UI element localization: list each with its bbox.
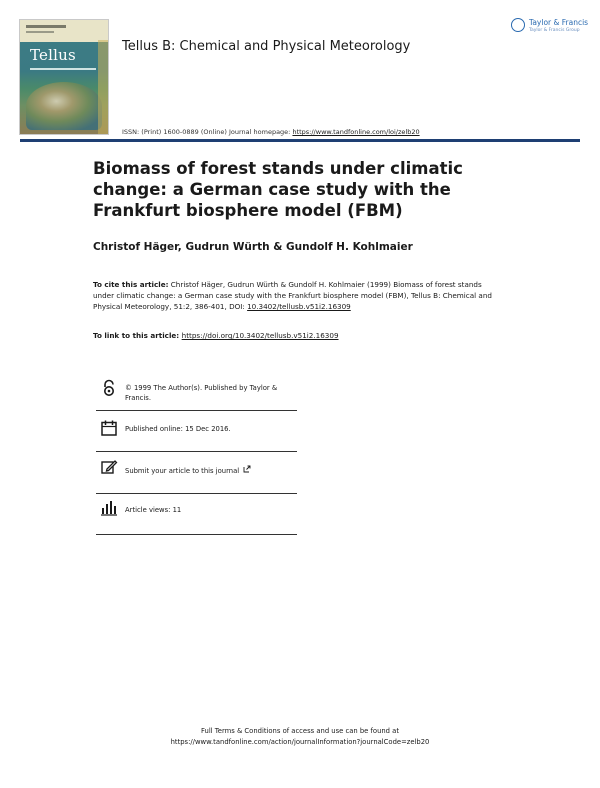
citation-text: Christof Häger, Gudrun Würth & Gundolf H. Kohlmaier (1999) Biomass of forest stands under climatic change: a German case study with the Frankfurt biosphere model (FBM), Tellus B: Chemical and Physical Meteorology, 51:2, 386-401, DOI: <box>93 280 492 311</box>
info-divider-3 <box>96 493 297 494</box>
publisher-logo-icon <box>511 18 525 32</box>
footer-terms-line: Full Terms & Conditions of access and use can be found at <box>201 727 399 735</box>
link-label: To link to this article: <box>93 331 182 340</box>
bar-chart-icon <box>100 499 118 517</box>
issn-line <box>122 128 420 136</box>
cover-header-mark <box>26 25 66 28</box>
article-title: Biomass of forest stands under climatic change: a German case study with the Frankfurt biosphere model (FBM) <box>93 159 463 220</box>
publisher-logo-name: Taylor & Francis <box>529 18 589 27</box>
issn-text: ISSN: (Print) 1600-0889 (Online) Journal homepage: <box>122 128 293 136</box>
publisher-logo-tagline: Taylor & Francis Group <box>529 28 580 33</box>
info-divider-4 <box>96 534 297 535</box>
citation-doi-link[interactable]: 10.3402/tellusb.v51i2.16309 <box>247 302 351 311</box>
external-link-icon <box>243 465 251 473</box>
info-divider-1 <box>96 410 297 411</box>
edit-icon <box>100 458 118 476</box>
cover-subtitle-line <box>30 68 96 70</box>
published-date: Published online: 15 Dec 2016. <box>125 425 231 433</box>
article-doi-link[interactable]: https://doi.org/10.3402/tellusb.v51i2.16309 <box>181 331 339 340</box>
article-authors: Christof Häger, Gudrun Würth & Gundolf H. Kohlmaier <box>93 241 413 253</box>
submit-article-link[interactable] <box>125 465 315 476</box>
cover-journal-name: Tellus <box>30 46 76 64</box>
article-views: Article views: 11 <box>125 506 182 514</box>
citation-block <box>93 279 493 312</box>
submit-article-text: Submit your article to this journal <box>125 467 240 475</box>
link-to-article <box>93 331 339 340</box>
journal-title: Tellus B: Chemical and Physical Meteorology <box>122 39 411 54</box>
calendar-icon <box>100 419 118 437</box>
license-text: © 1999 The Author(s). Published by Taylor & Francis. <box>125 384 278 402</box>
cover-header-mark-2 <box>26 31 54 33</box>
cover-side-stripe <box>98 40 108 134</box>
cover-satellite-image <box>26 82 102 130</box>
journal-homepage-link[interactable]: https://www.tandfonline.com/loi/zelb20 <box>292 128 420 136</box>
citation-label: To cite this article: <box>93 280 169 289</box>
info-divider-2 <box>96 451 297 452</box>
header-rule <box>20 139 580 142</box>
footer-terms-link[interactable]: https://www.tandfonline.com/action/journalInformation?journalCode=zelb20 <box>170 738 430 746</box>
journal-cover <box>20 20 108 134</box>
open-access-icon <box>100 379 118 397</box>
